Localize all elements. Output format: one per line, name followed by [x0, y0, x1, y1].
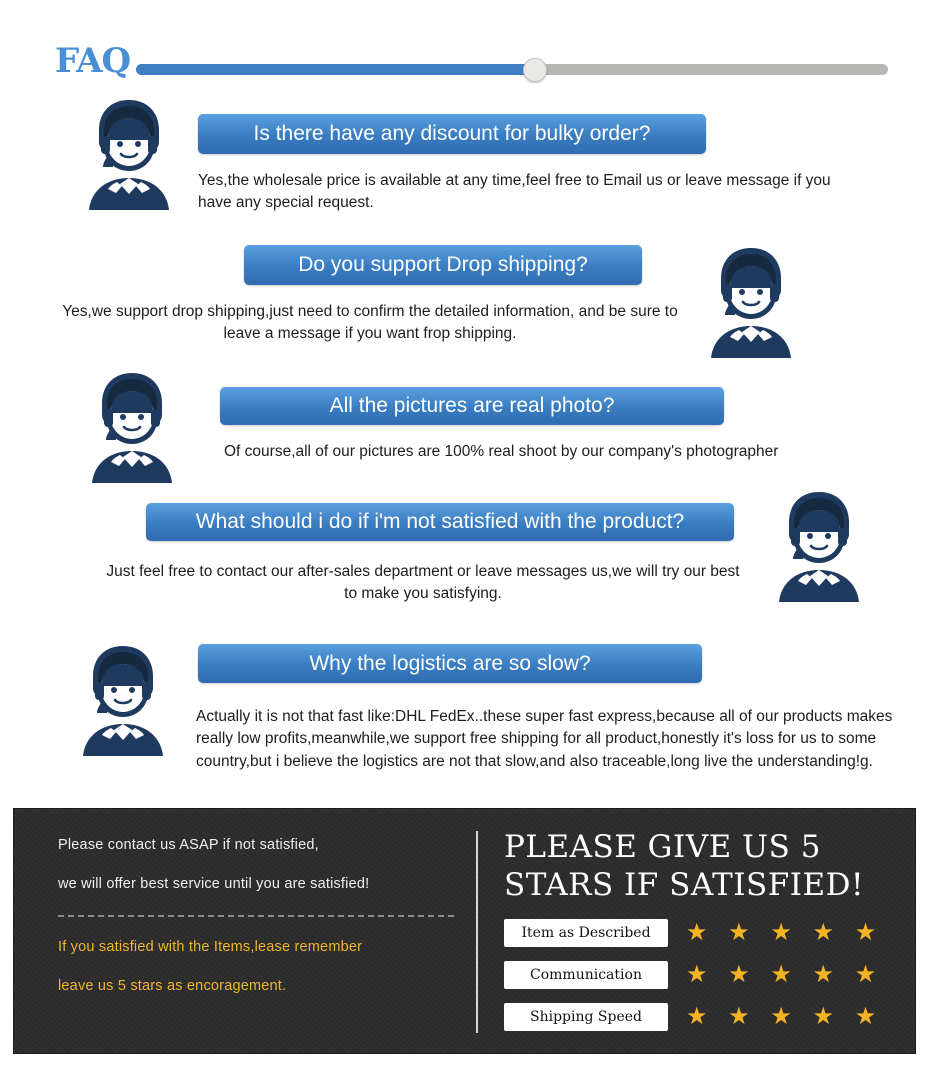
avatar — [760, 484, 878, 609]
faq-header — [0, 18, 930, 81]
footer-left-column — [58, 837, 458, 1017]
rating-row — [504, 919, 904, 947]
rating-stars-item-as-described: ★ ★ ★ ★ ★ — [686, 918, 884, 946]
footer-panel — [13, 808, 916, 1054]
faq-answer-5: Actually it is not that fast like:DHL FedEx..these super fast express,because all of our products makes really low profits,meanwhile,we support free shipping for all product,honestly it's loss for us to some country,but i believe the logistics are not that slow,and also traceable,long live the understanding!g. — [196, 708, 893, 770]
progress-slider-knob[interactable] — [523, 58, 547, 82]
faq-question-4[interactable]: What should i do if i'm not satisfied with the product? — [146, 503, 734, 541]
avatar — [70, 92, 188, 217]
faq-question-3[interactable]: All the pictures are real photo? — [220, 387, 724, 425]
avatar — [73, 365, 191, 490]
faq-answer-2: Yes,we support drop shipping,just need to confirm the detailed information, and be sure to leave a message if you want frop shipping. — [62, 303, 678, 343]
footer-headline-line-1: PLEASE GIVE US 5 — [504, 829, 822, 865]
footer-divider-dashed — [58, 915, 454, 917]
footer-vertical-divider — [476, 831, 478, 1033]
rating-label-shipping-speed: Shipping Speed — [504, 1003, 668, 1031]
footer-right-column — [504, 829, 904, 1031]
rating-row — [504, 1003, 904, 1031]
avatar — [692, 240, 810, 365]
avatar — [64, 638, 182, 763]
footer-gold-line-2: leave us 5 stars as encoragement. — [58, 978, 287, 994]
footer-contact-line-1: Please contact us ASAP if not satisfied, — [58, 837, 319, 853]
faq-question-5[interactable]: Why the logistics are so slow? — [198, 644, 702, 683]
rating-label-communication: Communication — [504, 961, 668, 989]
footer-headline-line-2: STARS IF SATISFIED! — [504, 866, 864, 903]
rating-stars-communication: ★ ★ ★ ★ ★ — [686, 960, 884, 988]
faq-question-1[interactable]: Is there have any discount for bulky order? — [198, 114, 706, 154]
progress-slider-track[interactable] — [136, 64, 888, 75]
faq-question-2[interactable]: Do you support Drop shipping? — [244, 245, 642, 285]
faq-answer-1: Yes,the wholesale price is available at any time,feel free to Email us or leave message if you have any special request. — [198, 172, 831, 212]
rating-label-item-as-described: Item as Described — [504, 919, 668, 947]
faq-answer-3: Of course,all of our pictures are 100% real shoot by our company's photographer — [224, 443, 779, 460]
page-title: FAQ — [55, 41, 131, 81]
rating-stars-shipping-speed: ★ ★ ★ ★ ★ — [686, 1002, 884, 1030]
faq-answer-4: Just feel free to contact our after-sales department or leave messages us,we will try our best to make you satisfying. — [106, 563, 740, 603]
footer-gold-line-1: If you satisfied with the Items,lease remember — [58, 939, 363, 955]
rating-row — [504, 961, 904, 989]
footer-contact-line-2: we will offer best service until you are satisfied! — [58, 876, 370, 892]
